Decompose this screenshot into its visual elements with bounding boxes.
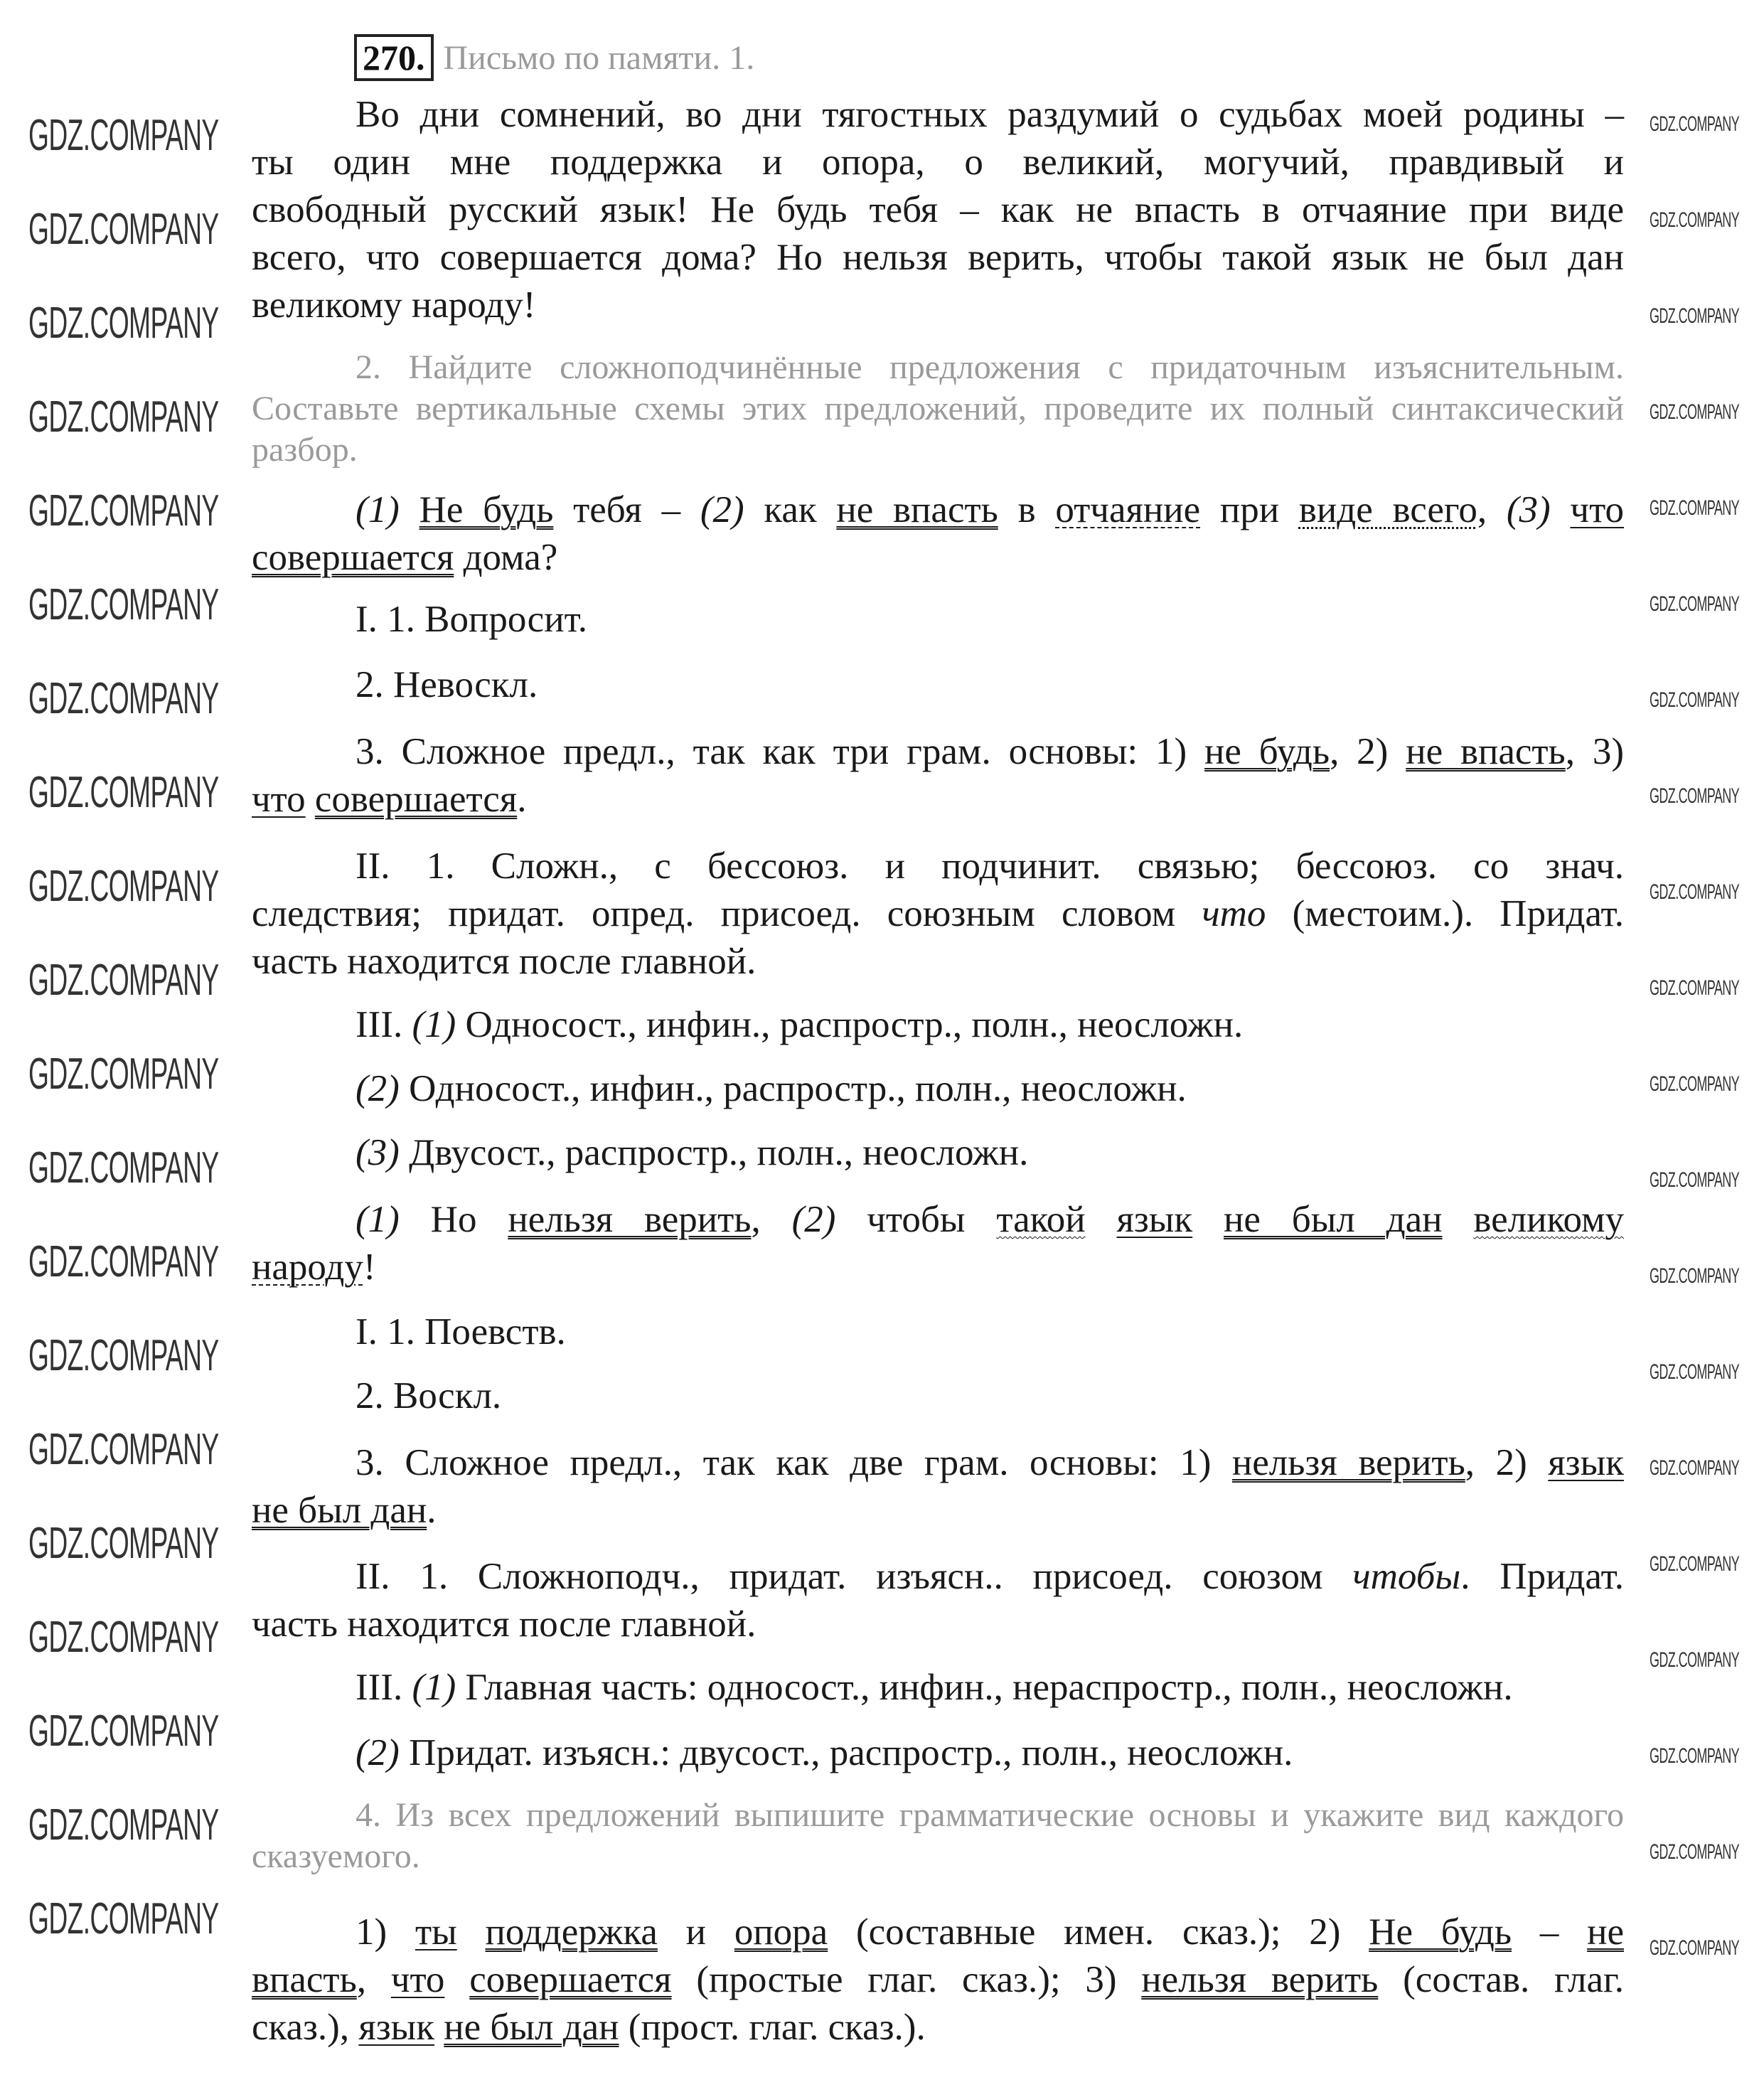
- text-line: [252, 282, 1624, 329]
- text: –: [1512, 1911, 1588, 1953]
- text-line: [252, 234, 1624, 282]
- text-line: [252, 938, 1624, 986]
- exercise-title: Письмо по памяти. 1.: [443, 38, 755, 77]
- subject-underline: что: [1570, 489, 1625, 530]
- watermark-text: GDZ.COMPANY: [1650, 304, 1740, 328]
- text: [306, 779, 315, 820]
- text: . Придат.: [1460, 1556, 1624, 1597]
- text-line: [252, 1372, 1624, 1420]
- watermark-text: GDZ.COMPANY: [1650, 592, 1740, 616]
- watermark-text: GDZ.COMPANY: [28, 393, 219, 442]
- text-line: [252, 1664, 1624, 1712]
- dictation-text: [252, 91, 1624, 329]
- text-line: [252, 1001, 1624, 1049]
- watermark-text: GDZ.COMPANY: [28, 1425, 219, 1474]
- text-line: [252, 1487, 1624, 1535]
- watermark-text: GDZ.COMPANY: [1650, 1744, 1740, 1768]
- text: ,: [356, 1959, 391, 2000]
- text-line: [252, 1795, 1624, 1836]
- text: часть находится после главной.: [252, 1603, 757, 1645]
- watermark-text: GDZ.COMPANY: [1650, 400, 1740, 424]
- italic-text: что: [1202, 893, 1266, 934]
- watermark-text: GDZ.COMPANY: [28, 1050, 219, 1099]
- s1-analysis-i2: [252, 661, 1624, 709]
- text: [444, 1959, 469, 2000]
- predicate-double-underline: не: [1587, 1911, 1624, 1953]
- text-line: [252, 661, 1624, 709]
- predicate-double-underline: поддержка: [485, 1911, 658, 1953]
- predicate-double-underline: совершается: [314, 779, 518, 820]
- s2-analysis-i1: [252, 1308, 1624, 1356]
- watermark-text: GDZ.COMPANY: [28, 1707, 219, 1756]
- text: Придат. изъясн.: двусост., распростр., полн., неосложн.: [399, 1732, 1293, 1773]
- watermark-text: GDZ.COMPANY: [1650, 1264, 1740, 1288]
- text: II. 1. Сложн., с бессоюз. и подчинит. связью; бессоюз. со знач.: [356, 845, 1624, 887]
- text-line: [252, 890, 1624, 938]
- predicate-double-underline: не впасть: [836, 489, 998, 530]
- text-line: [252, 1196, 1624, 1244]
- watermark-text: GDZ.COMPANY: [1650, 1072, 1740, 1096]
- sentence-2: [252, 1196, 1624, 1291]
- watermark-text: GDZ.COMPANY: [28, 1519, 219, 1568]
- text: 3. Сложное предл., так как три грам. основы: 1): [356, 731, 1205, 772]
- watermark-text: GDZ.COMPANY: [1650, 208, 1740, 232]
- text: (состав. глаг.: [1378, 1959, 1625, 2000]
- italic-text: (3): [356, 1132, 400, 1173]
- predicate-double-underline: нельзя верить: [1141, 1959, 1379, 2000]
- text: 1): [356, 1911, 415, 1953]
- text: [1192, 1199, 1224, 1240]
- watermark-text: GDZ.COMPANY: [28, 580, 219, 629]
- task-4-answer: [252, 1909, 1624, 2051]
- subject-underline: что: [252, 779, 306, 820]
- text-line: [252, 1909, 1624, 1956]
- text: [1551, 489, 1571, 530]
- text-line: [252, 1129, 1624, 1177]
- watermark-text: GDZ.COMPANY: [1650, 976, 1740, 1000]
- object-dashed-underline: народу: [252, 1247, 363, 1288]
- text-line: [252, 1065, 1624, 1113]
- text: ты один мне поддержка и опора, о великий, могучий, правдивый и: [252, 142, 1624, 183]
- watermark-text: GDZ.COMPANY: [28, 674, 219, 723]
- text-line: [252, 91, 1624, 139]
- text: .: [427, 1490, 437, 1531]
- exercise-header: [354, 34, 754, 81]
- text: (составные имен. сказ.); 2): [828, 1911, 1369, 1953]
- text: , 3): [1565, 731, 1625, 772]
- watermark-text: GDZ.COMPANY: [28, 486, 219, 535]
- text-line: [252, 1553, 1624, 1601]
- watermark-text: GDZ.COMPANY: [1650, 1360, 1740, 1384]
- text-line: [252, 429, 1624, 471]
- text: в: [998, 489, 1056, 530]
- text: [457, 1911, 486, 1953]
- text: (прост. глаг. сказ.).: [619, 2007, 926, 2048]
- text: Во дни сомнений, во дни тягостных раздумий о судьбах моей родины –: [356, 94, 1624, 135]
- s2-analysis-ii: [252, 1553, 1624, 1648]
- s2-analysis-iii-2: [252, 1729, 1624, 1777]
- subject-underline: ты: [415, 1911, 457, 1953]
- text-line: [252, 1601, 1624, 1648]
- watermark-text: GDZ.COMPANY: [1650, 1456, 1740, 1480]
- predicate-double-underline: не был дан: [444, 2007, 619, 2048]
- subject-underline: что: [390, 1959, 445, 2000]
- watermark-text: GDZ.COMPANY: [28, 111, 219, 160]
- text: I. 1. Поевств.: [356, 1311, 566, 1352]
- text-line: [252, 186, 1624, 234]
- watermark-text: GDZ.COMPANY: [1650, 496, 1740, 520]
- text: [1086, 1199, 1117, 1240]
- text: [400, 489, 419, 530]
- watermark-text: GDZ.COMPANY: [1650, 1840, 1740, 1864]
- predicate-double-underline: нельзя верить: [508, 1199, 752, 1240]
- watermark-text: GDZ.COMPANY: [1650, 688, 1740, 712]
- text: , 2): [1465, 1442, 1549, 1483]
- text-line: [252, 1308, 1624, 1356]
- s2-analysis-i2: [252, 1372, 1624, 1420]
- predicate-double-underline: Не будь: [419, 489, 554, 530]
- text: Составьте вертикальные схемы этих предложений, проведите их полный синтаксический: [252, 390, 1624, 427]
- watermark-text: GDZ.COMPANY: [28, 299, 219, 348]
- predicate-double-underline: впасть: [252, 1959, 357, 2000]
- italic-text: (1): [412, 1667, 456, 1708]
- text: I. 1. Вопросит.: [356, 599, 587, 640]
- predicate-double-underline: не был дан: [252, 1490, 427, 1531]
- italic-text: (2): [356, 1068, 400, 1109]
- italic-text: (1): [356, 489, 400, 530]
- task-4: [252, 1795, 1624, 1877]
- text: Односост., инфин., распростр., полн., неосложн.: [456, 1004, 1244, 1045]
- s1-analysis-i3: [252, 728, 1624, 823]
- predicate-double-underline: совершается: [252, 537, 454, 578]
- watermark-text: GDZ.COMPANY: [1650, 1648, 1740, 1672]
- italic-text: (3): [1506, 489, 1551, 530]
- text: (местоим.). Придат.: [1266, 893, 1624, 934]
- text: 4. Из всех предложений выпишите грамматические основы и укажите вид каждого: [356, 1796, 1624, 1834]
- predicate-double-underline: не будь: [1204, 731, 1330, 772]
- text: [1443, 1199, 1474, 1240]
- text: великому народу!: [252, 284, 536, 326]
- s1-analysis-iii-3: [252, 1129, 1624, 1177]
- attribute-wavy-underline: такой: [996, 1199, 1086, 1240]
- text-line: [252, 388, 1624, 429]
- text: ,: [1477, 489, 1507, 530]
- italic-text: (2): [791, 1199, 836, 1240]
- italic-text: чтобы: [1352, 1556, 1461, 1597]
- watermark-text: GDZ.COMPANY: [28, 956, 219, 1005]
- task-2: [252, 347, 1624, 471]
- text: 2. Невоскл.: [356, 664, 538, 705]
- document-body: [252, 91, 1624, 2051]
- text-line: [252, 1439, 1624, 1487]
- text: (простые глаг. сказ.); 3): [671, 1959, 1142, 2000]
- text: сказ.),: [252, 2007, 359, 2048]
- text: II. 1. Сложноподч., придат. изъясн.. присоед. союзом: [356, 1556, 1353, 1597]
- text: Двусост., распростр., полн., неосложн.: [399, 1132, 1029, 1173]
- predicate-double-underline: не был дан: [1224, 1199, 1443, 1240]
- s1-analysis-ii: [252, 843, 1624, 986]
- watermark-text: GDZ.COMPANY: [1650, 1552, 1740, 1576]
- predicate-double-underline: опора: [734, 1911, 828, 1953]
- text-line: [252, 534, 1624, 582]
- text-line: [252, 596, 1624, 644]
- text-line: [252, 486, 1624, 534]
- sentence-1: [252, 486, 1624, 582]
- exercise-number: 270.: [354, 34, 434, 81]
- s1-analysis-iii-2: [252, 1065, 1624, 1113]
- text: тебя –: [553, 489, 700, 530]
- text: III.: [356, 1004, 412, 1045]
- s1-analysis-i1: [252, 596, 1624, 644]
- text-line: [252, 1729, 1624, 1777]
- text-line: [252, 139, 1624, 186]
- text: Но: [399, 1199, 508, 1240]
- text: чтобы: [835, 1199, 997, 1240]
- watermark-text: GDZ.COMPANY: [1650, 880, 1740, 904]
- text: сказуемого.: [252, 1837, 420, 1875]
- text: , 2): [1330, 731, 1406, 772]
- watermark-text: GDZ.COMPANY: [28, 1800, 219, 1850]
- text-line: [252, 1956, 1624, 2004]
- watermark-text: GDZ.COMPANY: [28, 1237, 219, 1286]
- text: Главная часть: односост., инфин., нераспростр., полн., неосложн.: [456, 1667, 1513, 1708]
- text: 2. Найдите сложноподчинённые предложения с придаточным изъяснительным.: [356, 348, 1624, 386]
- italic-text: (2): [356, 1732, 400, 1773]
- predicate-double-underline: не впасть: [1406, 731, 1566, 772]
- text-line: [252, 1244, 1624, 1291]
- text: дома?: [454, 537, 558, 578]
- text-line: [252, 1836, 1624, 1877]
- text-line: [252, 2004, 1624, 2051]
- text: как: [744, 489, 837, 530]
- text: !: [363, 1247, 376, 1288]
- attribute-wavy-underline: великому: [1473, 1199, 1625, 1240]
- text: всего, что совершается дома? Но нельзя верить, чтобы такой язык не был дан: [252, 237, 1624, 278]
- watermark-text: GDZ.COMPANY: [1650, 784, 1740, 808]
- text: 2. Воскл.: [356, 1375, 502, 1416]
- italic-text: (1): [412, 1004, 456, 1045]
- subject-underline: язык: [1116, 1199, 1193, 1240]
- text-line: [252, 347, 1624, 388]
- subject-underline: язык: [1548, 1442, 1624, 1483]
- text: разбор.: [252, 431, 358, 469]
- text-line: [252, 843, 1624, 890]
- watermark-text: GDZ.COMPANY: [28, 1143, 219, 1192]
- text: 3. Сложное предл., так как две грам. основы: 1): [356, 1442, 1232, 1483]
- italic-text: (1): [356, 1199, 400, 1240]
- watermark-text: GDZ.COMPANY: [28, 1894, 219, 1943]
- s2-analysis-i3: [252, 1439, 1624, 1535]
- watermark-text: GDZ.COMPANY: [1650, 1168, 1740, 1192]
- text: Односост., инфин., распростр., полн., неосложн.: [399, 1068, 1187, 1109]
- object-dashed-underline: отчаяние: [1055, 489, 1201, 530]
- watermark-text: GDZ.COMPANY: [28, 1331, 219, 1380]
- text: при: [1200, 489, 1299, 530]
- text: часть находится после главной.: [252, 941, 757, 982]
- predicate-double-underline: Не будь: [1369, 1911, 1512, 1953]
- italic-text: (2): [700, 489, 744, 530]
- text: ,: [751, 1199, 792, 1240]
- text: [434, 2007, 444, 2048]
- text: .: [517, 779, 527, 820]
- watermark-text: GDZ.COMPANY: [28, 862, 219, 911]
- watermark-text: GDZ.COMPANY: [28, 205, 219, 254]
- subject-underline: язык: [358, 2007, 435, 2048]
- predicate-double-underline: нельзя верить: [1231, 1442, 1465, 1483]
- watermark-text: GDZ.COMPANY: [28, 768, 219, 817]
- s1-analysis-iii-1: [252, 1001, 1624, 1049]
- watermark-text: GDZ.COMPANY: [28, 1613, 219, 1662]
- text: и: [657, 1911, 734, 1953]
- watermark-text: GDZ.COMPANY: [1650, 112, 1740, 136]
- text: свободный русский язык! Не будь тебя – как не впасть в отчаяние при виде: [252, 189, 1624, 230]
- text-line: [252, 776, 1624, 823]
- adverbial-dashdot-underline: виде всего: [1298, 489, 1477, 530]
- watermark-text: GDZ.COMPANY: [1650, 1936, 1740, 1960]
- text: III.: [356, 1667, 412, 1708]
- s2-analysis-iii-1: [252, 1664, 1624, 1712]
- text: следствия; придат. опред. присоед. союзным словом: [252, 893, 1202, 934]
- predicate-double-underline: совершается: [469, 1959, 672, 2000]
- text-line: [252, 728, 1624, 776]
